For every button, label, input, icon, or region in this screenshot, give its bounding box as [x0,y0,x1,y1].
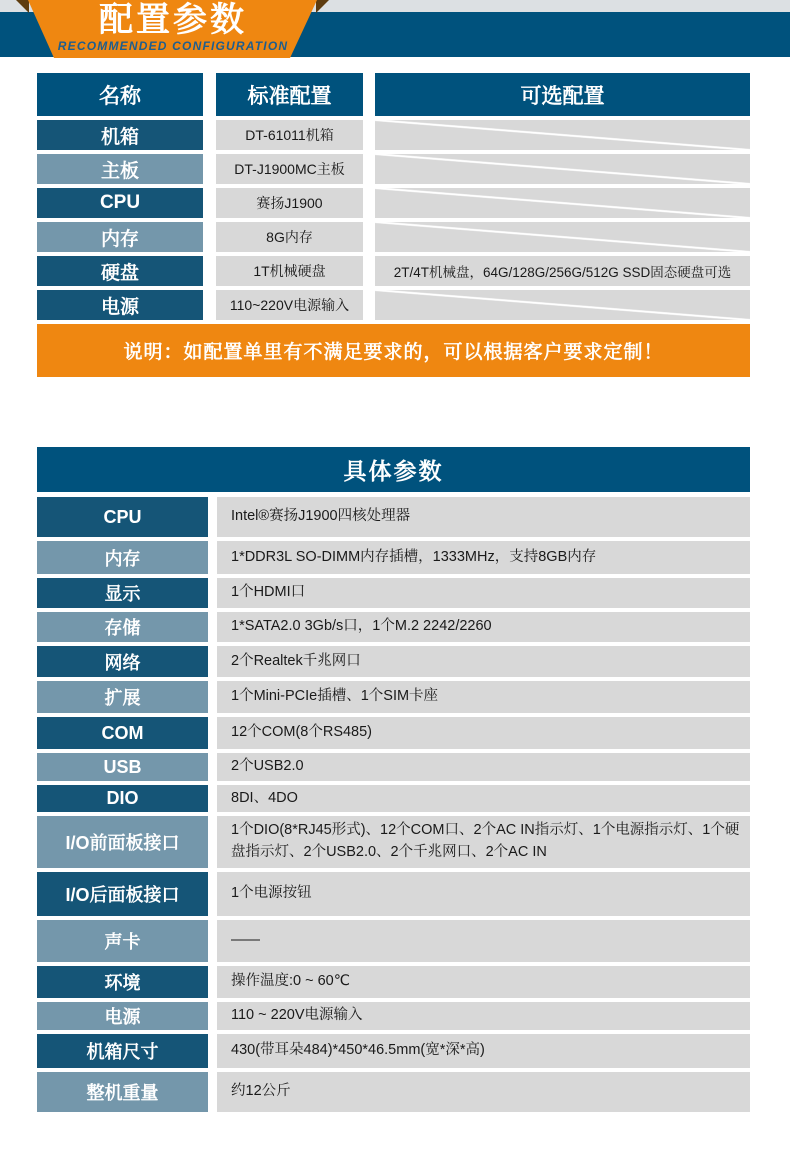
spec-label-cell: 扩展 [37,681,208,713]
config-optional-cell-empty [375,154,750,184]
spec-row-weight [37,1072,750,1112]
spec-value-cell: 1*DDR3L SO-DIMM内存插槽，1333MHz，支持8GB内存 [217,541,750,574]
config-name-cell: 硬盘 [37,256,203,286]
spec-row-expansion [37,681,750,713]
spec-row-environment [37,966,750,998]
spec-value-cell: 430(带耳朵484)*450*46.5mm(宽*深*高) [217,1034,750,1068]
spec-value-cell: 操作温度:0 ~ 60℃ [217,966,750,998]
spec-value-cell: 1个Mini-PCIe插槽、1个SIM卡座 [217,681,750,713]
config-table-header-row [37,73,750,116]
spec-row-chassis-size [37,1034,750,1068]
spec-table-title: 具体参数 [37,447,750,492]
config-header-name: 名称 [37,73,203,116]
spec-row-network [37,646,750,677]
spec-table [37,447,750,1116]
spec-value-cell: 2个Realtek千兆网口 [217,646,750,677]
spec-label-cell: 网络 [37,646,208,677]
config-optional-cell-empty [375,120,750,150]
spec-row-storage [37,612,750,642]
page-subtitle: RECOMMENDED CONFIGURATION [57,39,289,53]
config-header-optional: 可选配置 [375,73,750,116]
config-header-standard: 标准配置 [216,73,363,116]
spec-label-cell: 整机重量 [37,1072,208,1112]
config-standard-cell: 1T机械硬盘 [216,256,363,286]
spec-label-cell: 声卡 [37,920,208,962]
config-row-memory [37,222,750,252]
config-standard-cell: 110~220V电源输入 [216,290,363,320]
spec-value-cell: 8DI、4DO [217,785,750,812]
spec-row-rear-panel-io [37,872,750,916]
spec-row-memory [37,541,750,574]
config-optional-cell-empty [375,222,750,252]
page-header [0,0,790,64]
config-name-cell: 内存 [37,222,203,252]
spec-row-display [37,578,750,608]
config-optional-cell-empty [375,290,750,320]
config-name-cell: 机箱 [37,120,203,150]
config-optional-cell-empty [375,188,750,218]
customization-note-bar: 说明：如配置单里有不满足要求的，可以根据客户要求定制！ [37,324,750,377]
spec-row-audio [37,920,750,962]
spec-row-usb [37,753,750,781]
spec-label-cell: 显示 [37,578,208,608]
spec-label-cell: COM [37,717,208,749]
config-name-cell: 主板 [37,154,203,184]
spec-value-cell: 2个USB2.0 [217,753,750,781]
spec-label-cell: DIO [37,785,208,812]
config-row-cpu [37,188,750,218]
config-standard-cell: DT-61011机箱 [216,120,363,150]
spec-row-cpu [37,497,750,537]
spec-value-cell: 1个电源按钮 [217,872,750,916]
spec-row-com [37,717,750,749]
config-table [37,73,750,377]
config-row-motherboard [37,154,750,184]
spec-label-cell: 机箱尺寸 [37,1034,208,1068]
page-title: 配置参数 [99,1,247,39]
spec-value-cell: 1个DIO(8*RJ45形式)、12个COM口、2个AC IN指示灯、1个电源指示灯、1个硬盘指示灯、2个USB2.0、2个千兆网口、2个AC IN [217,816,750,868]
config-row-chassis [37,120,750,150]
spec-row-dio [37,785,750,812]
config-optional-cell: 2T/4T机械盘，64G/128G/256G/512G SSD固态硬盘可选 [375,256,750,286]
config-standard-cell: DT-J1900MC主板 [216,154,363,184]
config-name-cell: 电源 [37,290,203,320]
spec-value-cell: Intel®赛扬J1900四核处理器 [217,497,750,537]
config-row-power [37,290,750,320]
config-standard-cell: 赛扬J1900 [216,188,363,218]
spec-label-cell: I/O后面板接口 [37,872,208,916]
spec-row-power [37,1002,750,1030]
spec-value-cell: 1*SATA2.0 3Gb/s口，1个M.2 2242/2260 [217,612,750,642]
spec-value-cell: 1个HDMI口 [217,578,750,608]
spec-label-cell: 内存 [37,541,208,574]
spec-label-cell: 电源 [37,1002,208,1030]
spec-value-cell: 110 ~ 220V电源输入 [217,1002,750,1030]
spec-value-cell: 约12公斤 [217,1072,750,1112]
spec-value-cell: 12个COM(8个RS485) [217,717,750,749]
config-name-cell: CPU [37,188,203,218]
spec-value-cell: —— [217,920,750,962]
spec-label-cell: CPU [37,497,208,537]
spec-label-cell: 存储 [37,612,208,642]
config-row-harddisk [37,256,750,286]
config-standard-cell: 8G内存 [216,222,363,252]
spec-label-cell: 环境 [37,966,208,998]
spec-label-cell: USB [37,753,208,781]
spec-row-front-panel-io [37,816,750,868]
spec-label-cell: I/O前面板接口 [37,816,208,868]
